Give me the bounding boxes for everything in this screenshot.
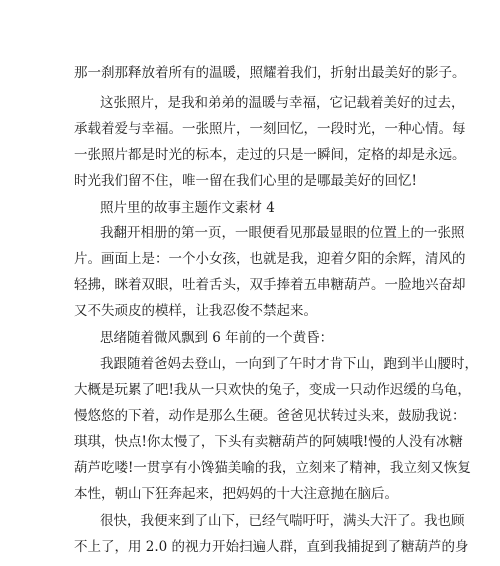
text-line: 思绪随着微风飘到 6 年前的一个黄昏： — [100, 330, 334, 346]
text-line: 琪琪，快点!你太慢了，下头有卖糖葫芦的阿姨哦!慢的人没有冰糖 — [74, 434, 463, 450]
text-line: 慢悠悠的下着，动作是那么生硬。爸爸见状转过头来，鼓励我说： — [74, 408, 466, 424]
text-line: 本性，朝山下狂奔起来，把妈妈的十大注意抛在脑后。 — [74, 486, 398, 502]
text-line: 我翻开相册的第一页，一眼便看见那最显眼的位置上的一张照 — [100, 225, 465, 241]
text-line: 我跟随着爸妈去登山，一向到了午时才肯下山，跑到半山腰时， — [100, 356, 478, 372]
text-line: 承载着爱与幸福。一张照片，一刻回忆，一段时光，一种心情。每 — [74, 121, 466, 137]
text-line: 片。画面上是：一个小女孩，也就是我，迎着夕阳的余辉，清风的 — [74, 251, 466, 267]
text-line: 那一刹那释放着所有的温暖，照耀着我们，折射出最美好的影子。 — [74, 65, 466, 81]
text-line: 大概是玩累了吧!我从一只欢快的兔子，变成一只动作迟缓的乌龟， — [74, 382, 471, 398]
text-line: 葫芦吃喽!一贯享有小馋猫美喻的我，立刻来了精神，我立刻又恢复 — [74, 460, 471, 476]
text-line: 很快，我便来到了山下，已经气喘吁吁，满头大汗了。我也顾 — [100, 513, 465, 529]
text-line: 不上了，用 2.0 的视力开始扫遍人群，直到我捕捉到了糖葫芦的身 — [74, 539, 469, 555]
text-line: 又不失顽皮的模样，让我忍俊不禁起来。 — [74, 303, 317, 319]
text-line: 一张照片都是时光的标本，走过的只是一瞬间，定格的却是永远。 — [74, 147, 466, 163]
text-line: 轻拂，眯着双眼，吐着舌头，双手捧着五串糖葫芦。一脸地兴奋却 — [74, 277, 466, 293]
section-heading: 照片里的故事主题作文素材 4 — [100, 200, 275, 216]
text-line: 时光我们留不住，唯一留在我们心里的是哪最美好的回忆! — [74, 173, 417, 189]
text-line: 这张照片，是我和弟弟的温暖与幸福，它记载着美好的过去， — [100, 95, 465, 111]
